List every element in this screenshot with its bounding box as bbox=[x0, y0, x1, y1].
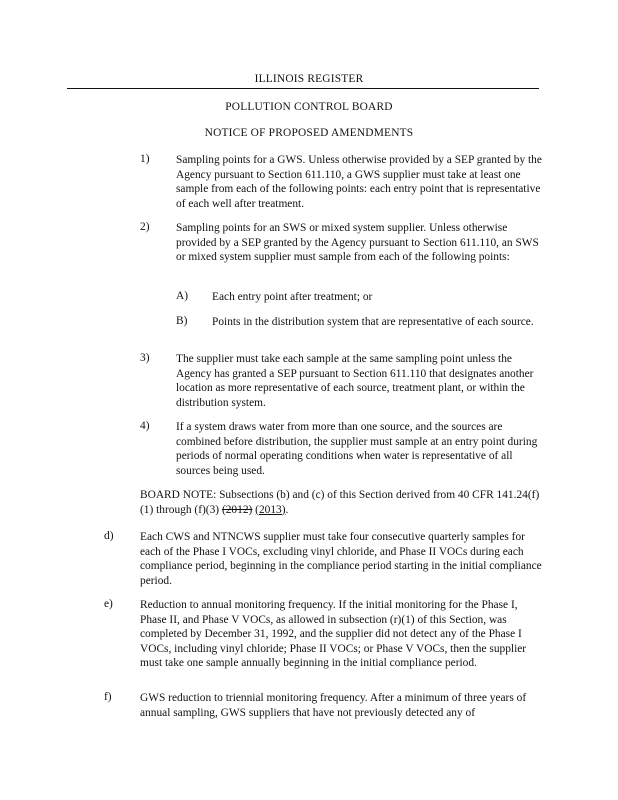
register-title: ILLINOIS REGISTER bbox=[254, 73, 364, 85]
subitem-number: A) bbox=[176, 290, 189, 302]
item-number: 3) bbox=[140, 352, 150, 364]
item-text: If a system draws water from more than one source, and the sources are combined before distribution, the supplier must sample at an entry point during periods of normal operating conditions when water is representative of all sources being used. bbox=[176, 421, 538, 477]
subitem-text: Each entry point after treatment; or bbox=[212, 291, 373, 303]
inserted-citation-year: (2013) bbox=[255, 503, 286, 516]
item-number: 4) bbox=[140, 420, 150, 432]
board-note-text: BOARD NOTE: Subsections (b) and (c) of this Section derived from 40 CFR 141.24(f)(1) through (f)(3) bbox=[140, 489, 540, 516]
section-text: Reduction to annual monitoring frequency. If the initial monitoring for the Phase I, Phase II, and Phase V VOCs, as allowed in subsection (r)(1) of this Section, was completed by December 31, 1992, and the supplier did not detect any of the Phase I VOCs, including vinyl chloride; Phase II VOCs; or Phase V VOCs, then the supplier must take one sample annually beginning in the initial compliance period. bbox=[140, 599, 527, 670]
item-number: 1) bbox=[140, 153, 150, 165]
item-text: Sampling points for an SWS or mixed system supplier. Unless otherwise provided by a SEP granted by the Agency pursuant to Section 611.110, an SWS or mixed system supplier must sample from each of the following points: bbox=[176, 222, 539, 264]
notice-title: NOTICE OF PROPOSED AMENDMENTS bbox=[204, 127, 414, 139]
item-text: Sampling points for a GWS. Unless otherwise provided by a SEP granted by the Agency pursuant to Section 611.110, a GWS supplier must take at least one sample from each of the following points: each entry point that is representative of each well after treatment. bbox=[176, 154, 542, 210]
section-text: GWS reduction to triennial monitoring frequency. After a minimum of three years of annual sampling, GWS suppliers that have not previously detected any of bbox=[140, 692, 527, 719]
subitem-number: B) bbox=[176, 315, 188, 327]
item-number: 2) bbox=[140, 221, 150, 233]
board-note-period: . bbox=[285, 503, 289, 516]
board-title: POLLUTION CONTROL BOARD bbox=[225, 101, 393, 113]
deleted-citation-year: (2012) bbox=[221, 503, 253, 516]
section-letter: f) bbox=[104, 691, 112, 703]
item-text: The supplier must take each sample at the same sampling point unless the Agency has granted a SEP pursuant to Section 611.110 that designates another location as more representative of each source, treatment plant, or within the distribution system. bbox=[176, 353, 534, 409]
section-text: Each CWS and NTNCWS supplier must take four consecutive quarterly samples for each of the Phase I VOCs, excluding vinyl chloride, and Phase II VOCs during each compliance period, beginning in the compliance period starting in the initial compliance period. bbox=[140, 531, 542, 587]
board-note bbox=[140, 488, 540, 517]
section-letter: d) bbox=[104, 530, 114, 542]
section-letter: e) bbox=[104, 598, 113, 610]
subitem-text: Points in the distribution system that are representative of each source. bbox=[212, 316, 534, 328]
header-rule bbox=[67, 88, 539, 89]
